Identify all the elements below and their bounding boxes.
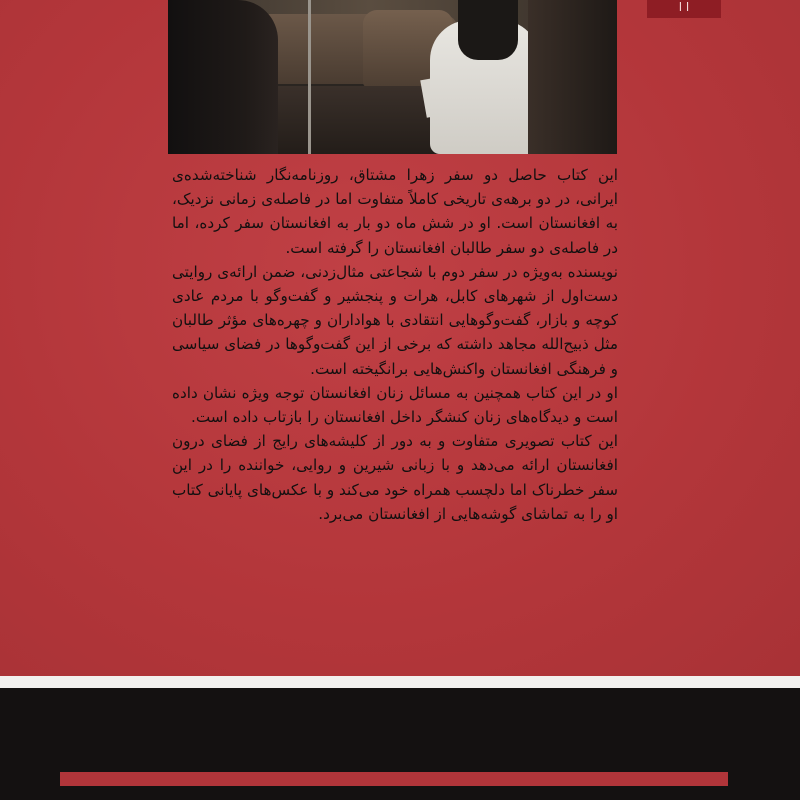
- publisher-logo: ا ا: [647, 0, 721, 18]
- interviewer-figure: [168, 0, 278, 154]
- description-paragraph-2: نویسنده به‌ویژه در سفر دوم با شجاعتی مثال‌زدنی، ضمن ارائه‌ی روایتی دست‌اول از شهرهای کابل، هرات و پنجشیر و گفت‌وگو با مردم عادی کوچه و بازار، گفت‌وگوهایی انتقادی با هواداران و چهره‌های مؤثر طالبان مثل ذبیح‌الله مجاهد داشته که برخی از این گفت‌وگوها در فضای سیاسی و فرهنگی افغانستان واکنش‌هایی برانگیخته است.: [172, 262, 618, 378]
- description-paragraph-4: این کتاب تصویری متفاوت و به دور از کلیشه‌های رایج از فضای درون افغانستان ارائه می‌دهد و با زبانی شیرین و روایی، خواننده را در این سفر خطرناک اما دلچسب همراه خود می‌کند و با عکس‌های پایانی کتاب او را به تماشای گوشه‌هایی از افغانستان می‌برد.: [172, 432, 618, 523]
- white-divider: [0, 676, 800, 688]
- description-paragraph-3: او در این کتاب همچنین به مسائل زنان افغانستان توجه ویژه نشان داده است و دیدگاه‌های زنان کنشگر داخل افغانستان را بازتاب داده است.: [172, 383, 618, 427]
- description-paragraph-1: این کتاب حاصل دو سفر زهرا مشتاق، روزنامه‌نگار شناخته‌شده‌ی ایرانی، در دو برهه‌ی تاریخی کاملاً متفاوت اما در فاصله‌ی زمانی نزدیک، به افغانستان است. او در شش ماه دو بار به افغانستان سفر کرده، اما در فاصله‌ی دو سفر طالبان افغانستان را گرفته است.: [172, 166, 618, 257]
- book-description: [172, 163, 618, 526]
- cover-photo: [168, 0, 617, 154]
- microphone-stand: [308, 0, 311, 154]
- red-stripe: [60, 772, 728, 786]
